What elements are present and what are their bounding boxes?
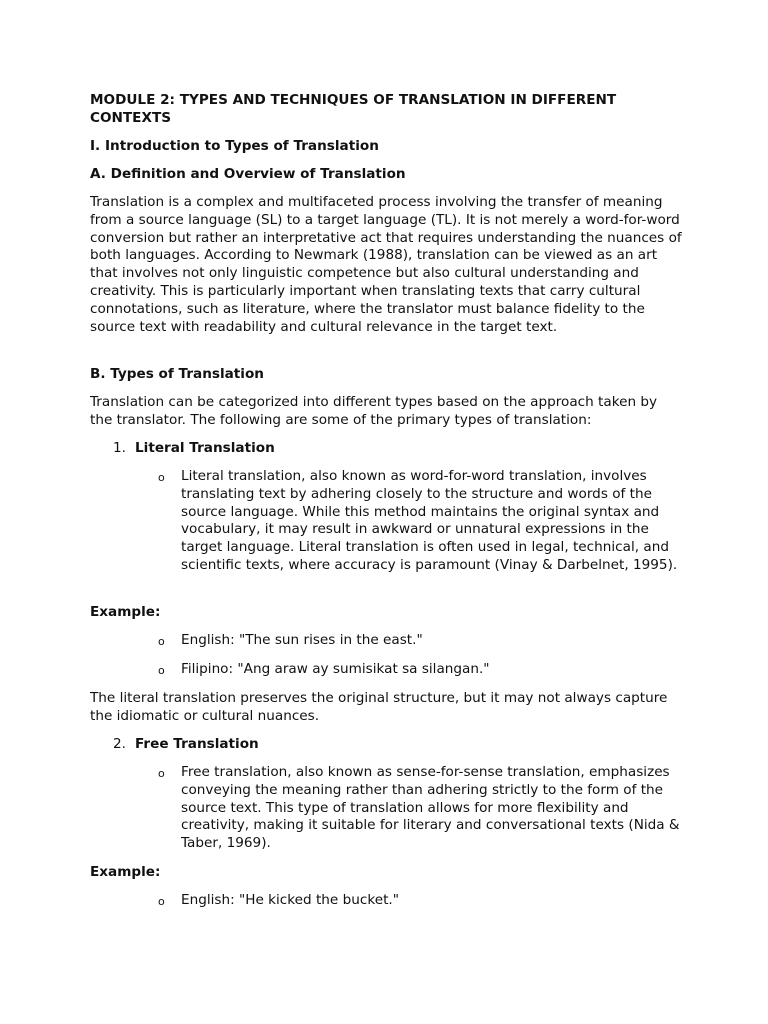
types-intro-paragraph: Translation can be categorized into different types based on the approach taken by the translator. The following are some of the primary types of translation: bbox=[90, 394, 658, 428]
example-item: Filipino: "Ang araw ay sumisikat sa silangan." bbox=[181, 661, 490, 677]
example-label: Example: bbox=[90, 604, 161, 620]
subsection-heading-types: B. Types of Translation bbox=[90, 366, 264, 382]
bullet-icon: o bbox=[158, 895, 165, 908]
list-number: 2. bbox=[113, 736, 126, 752]
example-item: English: "He kicked the bucket." bbox=[181, 892, 399, 908]
literal-translation-description: Literal translation, also known as word-for-word translation, involves translating text by adhering closely to the structure and words of the source language. While this method maintains the original syntax and vocabulary, it may result in awkward or unnatural expressions in the target language. Literal translation is often used in legal, technical, and scientific texts, where accuracy is paramount (Vinay & Darbelnet, 1995). bbox=[181, 468, 678, 573]
list-item-label-free: Free Translation bbox=[135, 736, 259, 752]
list-number: 1. bbox=[113, 440, 126, 456]
bullet-icon: o bbox=[158, 471, 165, 484]
literal-translation-note: The literal translation preserves the original structure, but it may not always capture the idiomatic or cultural nuances. bbox=[90, 690, 668, 724]
bullet-icon: o bbox=[158, 664, 165, 677]
module-title: MODULE 2: TYPES AND TECHNIQUES OF TRANSLATION IN DIFFERENT CONTEXTS bbox=[90, 92, 617, 126]
bullet-icon: o bbox=[158, 635, 165, 648]
subsection-heading-definition: A. Definition and Overview of Translation bbox=[90, 166, 406, 182]
definition-paragraph: Translation is a complex and multifaceted process involving the transfer of meaning from a source language (SL) to a target language (TL). It is not merely a word-for-word conversion but rather an interpretative act that requires understanding the nuances of both languages. According to Newmark (1988), translation can be viewed as an art that involves not only linguistic competence but also cultural understanding and creativity. This is particularly important when translating texts that carry cultural connotations, such as literature, where the translator must balance fidelity to the source text with readability and cultural relevance in the target text. bbox=[90, 194, 682, 335]
free-translation-description: Free translation, also known as sense-for-sense translation, emphasizes conveying the meaning rather than adhering strictly to the form of the source text. This type of translation allows for more flexibility and creativity, making it suitable for literary and conversational texts (Nida & Taber, 1969). bbox=[181, 764, 680, 852]
bullet-icon: o bbox=[158, 767, 165, 780]
example-item: English: "The sun rises in the east." bbox=[181, 632, 423, 648]
list-item-label-literal: Literal Translation bbox=[135, 440, 275, 456]
example-label: Example: bbox=[90, 864, 161, 880]
section-heading-introduction: I. Introduction to Types of Translation bbox=[90, 138, 379, 154]
